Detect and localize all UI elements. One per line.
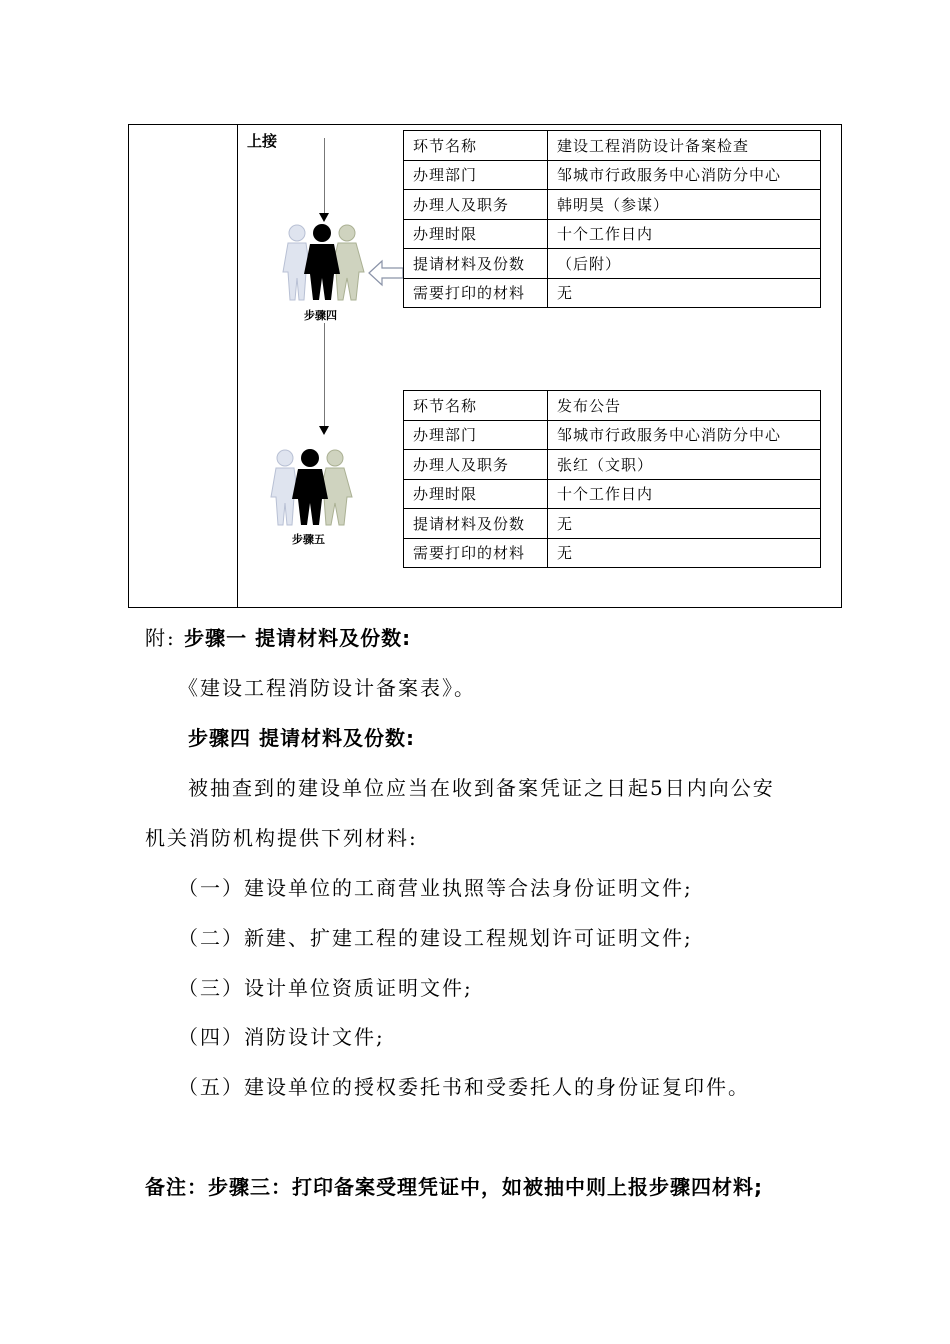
people-group-icon: [256, 447, 364, 529]
appendix-step4-text-line1: 被抽查到的建设单位应当在收到备案凭证之日起5日内向公安: [188, 776, 775, 800]
arrow-left-icon: [368, 258, 404, 288]
appendix-prefix: 附:: [145, 626, 176, 650]
appendix-step1-heading: [145, 622, 411, 651]
table-cell-key: 需要打印的材料: [404, 538, 548, 568]
step5-table: [403, 390, 821, 568]
flow-table-divider: [237, 124, 238, 608]
table-cell-key: 办理时限: [404, 219, 548, 249]
table-row: [404, 278, 821, 308]
step4-table: [403, 130, 821, 308]
table-row: [404, 509, 821, 539]
table-cell-value: 邹城市行政服务中心消防分中心: [548, 160, 821, 190]
people-group-icon: [268, 222, 376, 304]
list-item: （五）建设单位的授权委托书和受委托人的身份证复印件。: [178, 1075, 750, 1099]
table-cell-value: 无: [548, 509, 821, 539]
table-cell-key: 提请材料及份数: [404, 509, 548, 539]
table-row: [404, 249, 821, 279]
flow-arrow-down-icon: [319, 426, 329, 435]
flow-arrow-down-icon: [319, 213, 329, 222]
flow-connector: [324, 323, 325, 426]
table-cell-value: 韩明昊（参谋）: [548, 190, 821, 220]
table-cell-key: 提请材料及份数: [404, 249, 548, 279]
table-cell-value: （后附）: [548, 249, 821, 279]
table-row: [404, 190, 821, 220]
table-cell-value: 无: [548, 278, 821, 308]
table-cell-key: 办理时限: [404, 479, 548, 509]
table-row: [404, 160, 821, 190]
table-cell-value: 发布公告: [548, 391, 821, 421]
appendix-step4-text-line2: 机关消防机构提供下列材料:: [145, 826, 418, 850]
table-cell-value: 建设工程消防设计备案检查: [548, 131, 821, 161]
table-row: [404, 450, 821, 480]
step1-heading-text: 步骤一 提请材料及份数:: [184, 626, 412, 650]
table-cell-key: 环节名称: [404, 391, 548, 421]
flow-connector: [324, 138, 325, 214]
list-item: （二）新建、扩建工程的建设工程规划许可证明文件;: [178, 926, 693, 950]
table-row: [404, 131, 821, 161]
table-cell-key: 环节名称: [404, 131, 548, 161]
list-item: （一）建设单位的工商营业执照等合法身份证明文件;: [178, 876, 693, 900]
table-cell-value: 张红（文职）: [548, 450, 821, 480]
table-row: [404, 391, 821, 421]
table-cell-key: 办理人及职务: [404, 450, 548, 480]
table-cell-value: 邹城市行政服务中心消防分中心: [548, 420, 821, 450]
step4-label: 步骤四: [304, 309, 337, 322]
table-cell-key: 办理部门: [404, 420, 548, 450]
continued-label: 上接: [247, 132, 278, 150]
table-cell-value: 无: [548, 538, 821, 568]
list-item: （三）设计单位资质证明文件;: [178, 976, 473, 1000]
table-cell-value: 十个工作日内: [548, 479, 821, 509]
table-cell-key: 办理部门: [404, 160, 548, 190]
table-row: [404, 538, 821, 568]
appendix-step1-text: 《建设工程消防设计备案表》。: [178, 676, 476, 700]
table-row: [404, 479, 821, 509]
table-row: [404, 219, 821, 249]
step5-label: 步骤五: [292, 533, 325, 546]
table-row: [404, 420, 821, 450]
appendix-step4-heading: 步骤四 提请材料及份数:: [188, 726, 415, 750]
note-text: 备注：步骤三：打印备案受理凭证中，如被抽中则上报步骤四材料;: [145, 1175, 763, 1199]
table-cell-key: 办理人及职务: [404, 190, 548, 220]
list-item: （四）消防设计文件;: [178, 1025, 385, 1049]
table-cell-value: 十个工作日内: [548, 219, 821, 249]
table-cell-key: 需要打印的材料: [404, 278, 548, 308]
